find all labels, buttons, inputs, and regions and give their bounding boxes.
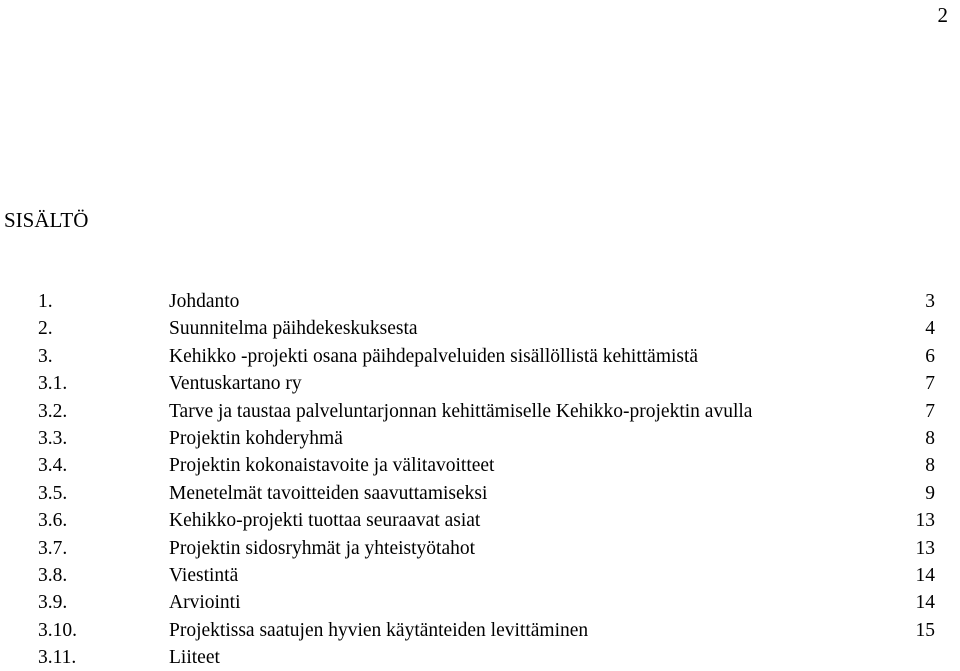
toc-title: Johdanto — [169, 291, 240, 312]
toc-title: Suunnitelma päihdekeskuksesta — [169, 318, 418, 340]
toc-page: 8 — [925, 455, 935, 477]
toc-number: 3.5. — [38, 482, 68, 504]
toc-number: 3.2. — [38, 400, 68, 422]
toc-title: Tarve ja taustaa palveluntarjonnan kehittämiselle Kehikko-projektin avulla — [169, 400, 753, 422]
toc-title: Menetelmät tavoitteiden saavuttamiseksi — [169, 482, 488, 504]
toc-number: 3. — [38, 345, 53, 367]
toc-number: 3.1. — [38, 373, 68, 395]
toc-page: 14 — [915, 592, 935, 614]
toc-number: 3.3. — [38, 427, 68, 449]
toc-title: Kehikko-projekti tuottaa seuraavat asiat — [169, 510, 481, 532]
toc-title: Projektin kohderyhmä — [169, 427, 343, 449]
toc-page: 7 — [925, 373, 935, 395]
toc-row — [0, 370, 960, 397]
toc-row — [0, 589, 960, 616]
toc-title: Ventuskartano ry — [169, 373, 302, 395]
toc-page: 14 — [915, 564, 935, 586]
toc-page: 15 — [915, 619, 935, 641]
toc-row — [0, 425, 960, 452]
toc-number: 3.9. — [38, 592, 68, 614]
toc-row — [0, 315, 960, 342]
toc-title: Projektissa saatujen hyvien käytänteiden levittäminen — [169, 619, 589, 641]
toc-number: 1. — [38, 291, 53, 312]
toc-number: 2. — [38, 318, 53, 340]
toc-page: 8 — [925, 427, 935, 449]
toc-number: 3.11. — [38, 647, 77, 669]
page-number: 2 — [937, 3, 948, 27]
toc-page: 3 — [925, 291, 935, 312]
toc-row — [0, 562, 960, 589]
toc-number: 3.4. — [38, 455, 68, 477]
toc-page: 6 — [925, 345, 935, 367]
toc-row — [0, 617, 960, 644]
toc-title: Viestintä — [169, 564, 239, 586]
toc-number: 3.10. — [38, 619, 77, 641]
table-of-contents — [0, 288, 960, 671]
toc-title: Projektin sidosryhmät ja yhteistyötahot — [169, 537, 476, 559]
toc-number: 3.6. — [38, 510, 68, 532]
toc-page: 13 — [915, 537, 935, 559]
toc-title: Kehikko -projekti osana päihdepalveluiden sisällöllistä kehittämistä — [169, 345, 699, 367]
toc-page: 4 — [925, 318, 935, 340]
toc-row — [0, 398, 960, 425]
toc-title: Liiteet — [169, 647, 220, 669]
toc-page: 13 — [915, 510, 935, 532]
toc-row — [0, 288, 960, 315]
toc-title: Projektin kokonaistavoite ja välitavoitteet — [169, 455, 495, 477]
toc-row — [0, 343, 960, 370]
toc-heading: SISÄLTÖ — [4, 208, 89, 232]
toc-number: 3.7. — [38, 537, 68, 559]
toc-title: Arviointi — [169, 592, 241, 614]
toc-row — [0, 507, 960, 534]
toc-row — [0, 452, 960, 479]
toc-row — [0, 535, 960, 562]
toc-row — [0, 480, 960, 507]
toc-number: 3.8. — [38, 564, 68, 586]
toc-page: 7 — [925, 400, 935, 422]
toc-page: 9 — [925, 482, 935, 504]
